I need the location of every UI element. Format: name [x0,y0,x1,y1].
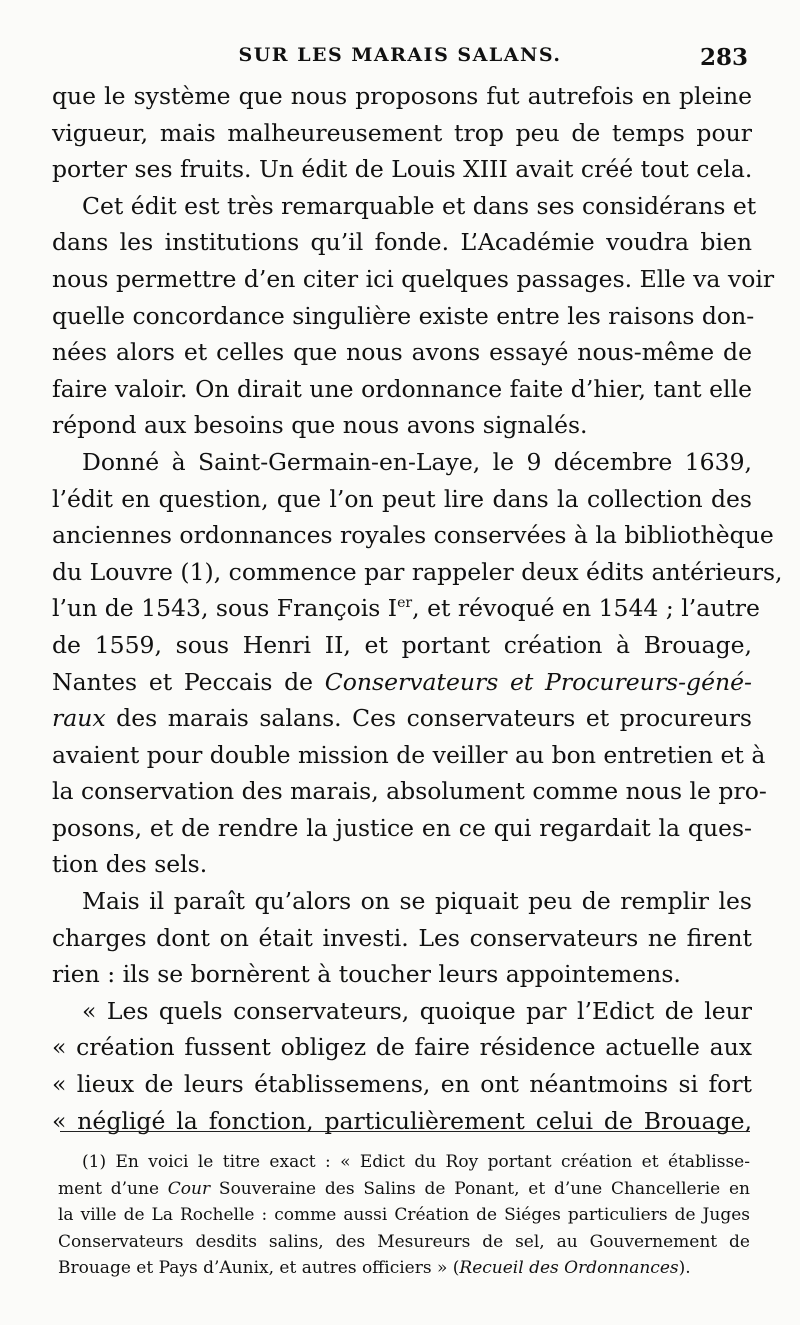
text-fragment: l’un de 1543, sous François I [52,594,398,623]
text-fragment: Souveraine des Salins de Ponant, et d’une Chancellerie en [210,1178,750,1199]
text-fragment: Brouage et Pays d’Aunix, et autres officiers » ( [58,1258,460,1278]
italic-text: Conservateurs et Procureurs-géné- [324,667,752,696]
text-line: vigueur, mais malheureusement trop peu de temps pour [52,118,752,147]
text-line: de 1559, sous Henri II, et portant création à Brouage, [52,630,752,659]
text-line: rien : ils se bornèrent à toucher leurs appointemens. [52,960,681,989]
text-line: nées alors et celles que nous avons essayé nous-même de [52,338,752,367]
text-line: Mais il paraît qu’alors on se piquait peu de remplir les [82,887,752,916]
text-line: avaient pour double mission de veiller au bon entretien et à [52,740,766,769]
text-line: du Louvre (1), commence par rappeler deux édits antérieurs, [52,557,783,586]
text-line: quelle concordance singulière existe entre les raisons don- [52,301,755,330]
footnote-line: (1) En voici le titre exact : « Edict du Roy portant création et établisse- [82,1152,750,1172]
text-line: dans les institutions qu’il fonde. L’Académie voudra bien [52,228,752,257]
text-fragment: Nantes et Peccais de [52,667,325,696]
body-text [52,78,783,1139]
text-line: que le système que nous proposons fut autrefois en pleine [52,82,752,110]
text-line: tion des sels. [52,850,208,879]
text-line: répond aux besoins que nous avons signalés. [52,411,588,440]
text-fragment: des marais salans. Ces conservateurs et procureurs [105,704,752,733]
text-line: nous permettre d’en citer ici quelques passages. Elle va voir [52,264,775,293]
text-line: posons, et de rendre la justice en ce qui regardait la ques- [52,813,752,842]
footnote-line [58,1255,750,1282]
text-line: Cet édit est très remarquable et dans ses considérans et [82,191,757,220]
text-fragment: ). [678,1258,691,1278]
footnote [58,1149,750,1282]
text-line [52,590,760,627]
footnote-line: Conservateurs desdits salins, des Mesureurs de sel, au Gouvernement de [58,1231,750,1252]
page-header [52,44,748,74]
running-title: SUR LES MARAIS SALANS. [238,44,562,66]
text-line [52,700,752,737]
superscript: er [397,595,413,612]
text-line: « négligé la fonction, particulièrement celui de Brouage, [52,1106,752,1135]
text-line: porter ses fruits. Un édit de Louis XIII avait créé tout cela. [52,155,753,184]
text-fragment: ment d’une [58,1178,168,1199]
text-line: anciennes ordonnances royales conservées à la bibliothèque [52,521,774,550]
italic-text: raux [52,704,106,733]
footnote-line: la ville de La Rochelle : comme aussi Création de Siéges particuliers de Juges [58,1205,750,1225]
text-line: faire valoir. On dirait une ordonnance faite d’hier, tant elle [52,374,752,403]
italic-text: Recueil des Ordonnances [459,1258,679,1278]
text-line: Donné à Saint-Germain-en-Laye, le 9 décembre 1639, [82,447,752,476]
text-line [52,664,752,701]
text-line: « création fussent obligez de faire résidence actuelle aux [52,1033,752,1062]
footnote-line [58,1176,750,1203]
text-line: « Les quels conservateurs, quoique par l’Edict de leur [82,996,752,1025]
text-fragment: , et révoqué en 1544 ; l’autre [412,594,760,623]
text-line: l’édit en question, que l’on peut lire dans la collection des [52,484,752,513]
text-line: la conservation des marais, absolument comme nous le pro- [52,777,767,806]
italic-text: Cour [167,1178,211,1199]
page-number: 283 [699,44,748,71]
text-line: « lieux de leurs établissemens, en ont néantmoins si fort [52,1070,752,1099]
footnote-rule [60,1131,750,1132]
text-line: charges dont on était investi. Les conservateurs ne firent [52,923,752,952]
